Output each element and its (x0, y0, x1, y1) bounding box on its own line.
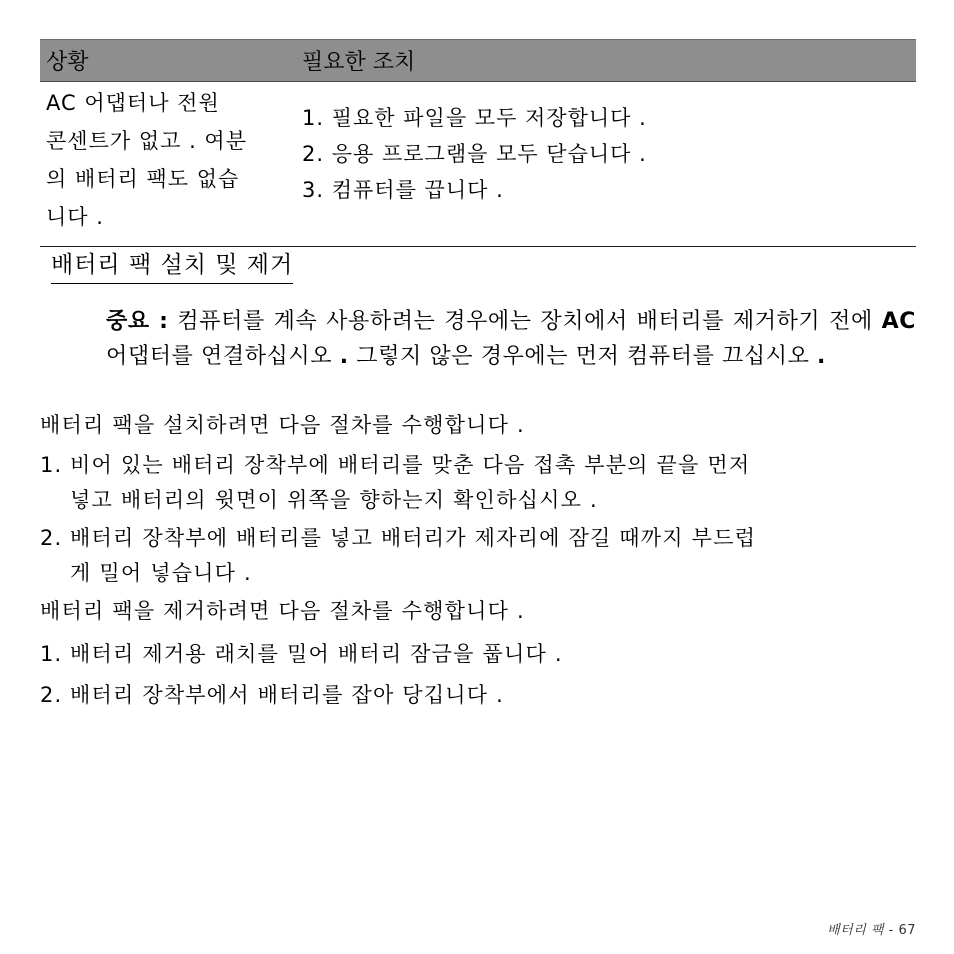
action-item: 3. 컴퓨터를 끕니다 . (302, 178, 504, 202)
situation-line: AC 어댑터나 전원 (46, 91, 220, 115)
footer-separator: - (883, 923, 899, 938)
step-number: 1. (40, 453, 63, 477)
page-footer (827, 919, 916, 938)
situation-cell (40, 82, 296, 247)
install-intro: 배터리 팩을 설치하려면 다음 절차를 수행합니다 . (40, 413, 525, 437)
situation-line: 콘센트가 없고 . 여분 (46, 129, 247, 153)
section-title: 배터리 팩 설치 및 제거 (51, 249, 293, 284)
install-step (40, 521, 916, 591)
step-number: 2. (40, 526, 63, 550)
step-text: 비어 있는 배터리 장착부에 배터리를 맞춘 다음 접촉 부분의 끝을 먼저 (70, 453, 751, 477)
step-number: 1. (40, 642, 63, 666)
remove-intro: 배터리 팩을 제거하려면 다음 절차를 수행합니다 . (40, 599, 525, 623)
situation-line: 니다 . (46, 205, 104, 229)
step-text: 배터리 제거용 래치를 밀어 배터리 잠금을 풉니다 . (70, 642, 563, 666)
note-label: 중요 : (106, 309, 169, 334)
install-step (40, 448, 916, 518)
footer-chapter: 배터리 팩 (827, 923, 884, 938)
note-text: 어댑터를 연결하십시오 (106, 344, 340, 369)
table-header-row (40, 40, 916, 82)
remove-step (40, 678, 916, 713)
note-ac: AC (881, 309, 916, 334)
remove-step (40, 637, 916, 672)
note-period: . (339, 344, 349, 369)
action-item: 1. 필요한 파일을 모두 저장합니다 . (302, 106, 647, 130)
important-note (106, 304, 916, 374)
step-text: 배터리 장착부에 배터리를 넣고 배터리가 제자리에 잠길 때까지 부드럽 (70, 526, 757, 550)
step-text: 넣고 배터리의 윗면이 위쪽을 향하는지 확인하십시오 . (70, 488, 598, 512)
step-text: 게 밀어 넣습니다 . (70, 561, 252, 585)
action-item: 2. 응용 프로그램을 모두 닫습니다 . (302, 142, 647, 166)
note-period: . (817, 344, 826, 369)
actions-cell (296, 82, 916, 247)
situation-line: 의 배터리 팩도 없습 (46, 167, 240, 191)
note-text: 컴퓨터를 계속 사용하려는 경우에는 장치에서 배터리를 제거하기 전에 (168, 309, 882, 334)
note-text: 그렇지 않은 경우에는 먼저 컴퓨터를 끄십시오 (348, 344, 818, 369)
situation-action-table (40, 39, 916, 247)
step-number: 2. (40, 683, 63, 707)
header-situation: 상황 (40, 40, 296, 82)
page-number: 67 (898, 923, 916, 938)
header-action: 필요한 조치 (296, 40, 916, 82)
step-text: 배터리 장착부에서 배터리를 잡아 당깁니다 . (70, 683, 504, 707)
table-row (40, 82, 916, 247)
